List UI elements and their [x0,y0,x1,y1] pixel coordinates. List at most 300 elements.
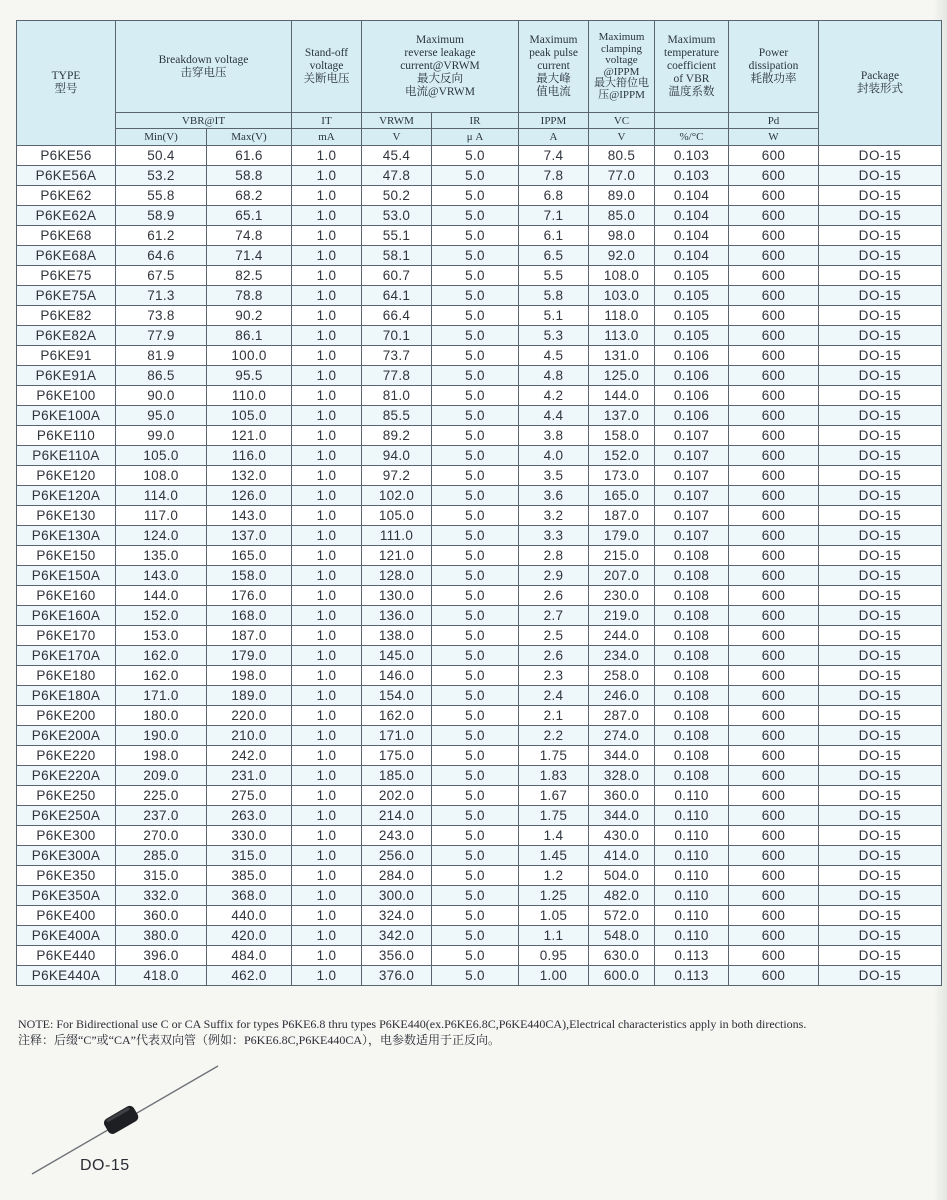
cell-it: 1.0 [292,146,362,166]
cell-type: P6KE150 [17,546,116,566]
header-temp-l3: coefficient [667,60,716,72]
cell-vbr-max: 58.8 [207,166,292,186]
table-body [17,146,942,986]
header-standoff [292,21,362,113]
table-row [17,786,942,806]
cell-it: 1.0 [292,346,362,366]
cell-vbr-max: 61.6 [207,146,292,166]
cell-it: 1.0 [292,946,362,966]
cell-type: P6KE110A [17,446,116,466]
cell-type: P6KE100A [17,406,116,426]
cell-ir: 5.0 [432,266,519,286]
cell-ippm: 1.67 [519,786,589,806]
cell-ir: 5.0 [432,526,519,546]
cell-it: 1.0 [292,686,362,706]
cell-ir: 5.0 [432,786,519,806]
cell-vbr-max: 275.0 [207,786,292,806]
cell-temp-coef: 0.108 [655,626,729,646]
table-row [17,666,942,686]
cell-vbr-min: 73.8 [116,306,207,326]
table-row [17,186,942,206]
cell-vrwm: 154.0 [362,686,432,706]
cell-type: P6KE160 [17,586,116,606]
cell-vbr-min: 180.0 [116,706,207,726]
cell-type: P6KE300 [17,826,116,846]
cell-package: DO-15 [819,626,942,646]
cell-vbr-max: 168.0 [207,606,292,626]
cell-package: DO-15 [819,426,942,446]
cell-ippm: 2.1 [519,706,589,726]
cell-it: 1.0 [292,886,362,906]
cell-pd: 600 [729,466,819,486]
cell-vbr-min: 225.0 [116,786,207,806]
cell-vrwm: 70.1 [362,326,432,346]
note [18,1016,806,1048]
cell-vrwm: 64.1 [362,286,432,306]
cell-temp-coef: 0.108 [655,666,729,686]
cell-temp-coef: 0.106 [655,386,729,406]
cell-vrwm: 171.0 [362,726,432,746]
cell-type: P6KE56 [17,146,116,166]
cell-ippm: 2.2 [519,726,589,746]
table-row [17,586,942,606]
unit-temp: %/°C [655,129,729,146]
table-row [17,846,942,866]
cell-ippm: 3.2 [519,506,589,526]
cell-vrwm: 130.0 [362,586,432,606]
cell-vbr-max: 330.0 [207,826,292,846]
spec-sheet [16,20,942,986]
cell-vbr-max: 74.8 [207,226,292,246]
cell-ir: 5.0 [432,886,519,906]
cell-vbr-max: 158.0 [207,566,292,586]
cell-type: P6KE170 [17,626,116,646]
header-package [819,21,942,146]
cell-pd: 600 [729,946,819,966]
cell-pd: 600 [729,346,819,366]
symbol-ippm: IPPM [519,113,589,129]
cell-type: P6KE120A [17,486,116,506]
cell-ippm: 5.3 [519,326,589,346]
note-chinese: 注释：后缀“C”或“CA”代表双向管（例如：P6KE6.8C,P6KE440CA），电参数适用于正反向。 [18,1033,500,1047]
cell-vrwm: 243.0 [362,826,432,846]
cell-vbr-max: 210.0 [207,726,292,746]
cell-vbr-min: 270.0 [116,826,207,846]
cell-package: DO-15 [819,486,942,506]
cell-ippm: 0.95 [519,946,589,966]
cell-ippm: 7.8 [519,166,589,186]
cell-ir: 5.0 [432,706,519,726]
cell-ippm: 2.3 [519,666,589,686]
unit-vc: V [589,129,655,146]
cell-ippm: 7.1 [519,206,589,226]
table-row [17,146,942,166]
cell-type: P6KE82A [17,326,116,346]
cell-vc: 344.0 [589,746,655,766]
cell-type: P6KE68 [17,226,116,246]
cell-vrwm: 47.8 [362,166,432,186]
cell-vc: 230.0 [589,586,655,606]
cell-type: P6KE180 [17,666,116,686]
cell-type: P6KE300A [17,846,116,866]
cell-it: 1.0 [292,966,362,986]
table-row [17,606,942,626]
cell-vrwm: 111.0 [362,526,432,546]
cell-package: DO-15 [819,866,942,886]
cell-ippm: 3.3 [519,526,589,546]
cell-vc: 328.0 [589,766,655,786]
cell-vbr-max: 198.0 [207,666,292,686]
cell-vbr-min: 315.0 [116,866,207,886]
cell-vbr-min: 64.6 [116,246,207,266]
cell-ippm: 1.00 [519,966,589,986]
cell-it: 1.0 [292,206,362,226]
cell-package: DO-15 [819,586,942,606]
cell-vbr-max: 121.0 [207,426,292,446]
header-power [729,21,819,113]
cell-vbr-min: 380.0 [116,926,207,946]
table-row [17,726,942,746]
header-temp-l2: temperature [664,47,719,59]
cell-vrwm: 77.8 [362,366,432,386]
cell-vc: 258.0 [589,666,655,686]
cell-ir: 5.0 [432,766,519,786]
header-peak-cn1: 最大峰 [536,73,571,85]
cell-package: DO-15 [819,446,942,466]
cell-pd: 600 [729,206,819,226]
cell-vbr-max: 165.0 [207,546,292,566]
cell-pd: 600 [729,186,819,206]
cell-it: 1.0 [292,406,362,426]
cell-it: 1.0 [292,706,362,726]
header-standoff-l1: Stand-off [304,47,349,59]
cell-package: DO-15 [819,246,942,266]
table-row [17,166,942,186]
cell-vrwm: 376.0 [362,966,432,986]
header-power-cn: 耗散功率 [750,73,797,85]
table-row [17,406,942,426]
cell-vbr-min: 418.0 [116,966,207,986]
cell-vbr-max: 95.5 [207,366,292,386]
cell-package: DO-15 [819,546,942,566]
cell-vc: 287.0 [589,706,655,726]
cell-package: DO-15 [819,266,942,286]
cell-vbr-min: 105.0 [116,446,207,466]
cell-package: DO-15 [819,306,942,326]
header-clamping [589,21,655,113]
cell-ir: 5.0 [432,186,519,206]
cell-package: DO-15 [819,906,942,926]
cell-ir: 5.0 [432,346,519,366]
header-breakdown-en: Breakdown voltage [158,53,249,66]
cell-ippm: 1.83 [519,766,589,786]
symbol-pd: Pd [729,113,819,129]
cell-package: DO-15 [819,386,942,406]
cell-ippm: 2.4 [519,686,589,706]
cell-ippm: 4.5 [519,346,589,366]
header-clamp-l1: Maximum [598,31,645,43]
cell-vbr-max: 86.1 [207,326,292,346]
cell-vbr-max: 220.0 [207,706,292,726]
cell-it: 1.0 [292,566,362,586]
cell-temp-coef: 0.105 [655,306,729,326]
cell-vbr-max: 368.0 [207,886,292,906]
cell-vc: 246.0 [589,686,655,706]
cell-ir: 5.0 [432,906,519,926]
cell-type: P6KE120 [17,466,116,486]
table-row [17,446,942,466]
cell-vbr-max: 82.5 [207,266,292,286]
header-breakdown [116,21,292,113]
cell-vc: 430.0 [589,826,655,846]
symbol-vbr: VBR@IT [116,113,292,129]
cell-ir: 5.0 [432,466,519,486]
cell-it: 1.0 [292,306,362,326]
cell-pd: 600 [729,646,819,666]
cell-vbr-max: 78.8 [207,286,292,306]
cell-vbr-max: 315.0 [207,846,292,866]
cell-temp-coef: 0.108 [655,766,729,786]
cell-ir: 5.0 [432,306,519,326]
cell-temp-coef: 0.113 [655,946,729,966]
cell-pd: 600 [729,286,819,306]
header-leakage-cn1: 最大反向 [417,73,463,85]
cell-vc: 548.0 [589,926,655,946]
table-row [17,486,942,506]
unit-max: Max(V) [207,129,292,146]
cell-pd: 600 [729,166,819,186]
cell-ir: 5.0 [432,726,519,746]
cell-pd: 600 [729,146,819,166]
cell-it: 1.0 [292,546,362,566]
cell-package: DO-15 [819,786,942,806]
header-leakage-l3: current@VRWM [400,60,480,72]
cell-temp-coef: 0.110 [655,806,729,826]
cell-vbr-min: 237.0 [116,806,207,826]
table-row [17,626,942,646]
unit-vrwm: V [362,129,432,146]
cell-ippm: 1.75 [519,806,589,826]
cell-ippm: 4.2 [519,386,589,406]
cell-vc: 173.0 [589,466,655,486]
cell-ir: 5.0 [432,146,519,166]
cell-vrwm: 45.4 [362,146,432,166]
cell-vc: 152.0 [589,446,655,466]
cell-pd: 600 [729,626,819,646]
cell-ir: 5.0 [432,326,519,346]
cell-vc: 103.0 [589,286,655,306]
header-temp-l4: of VBR [673,73,710,85]
cell-ippm: 2.6 [519,646,589,666]
cell-type: P6KE440A [17,966,116,986]
cell-it: 1.0 [292,226,362,246]
cell-vbr-min: 124.0 [116,526,207,546]
cell-vrwm: 145.0 [362,646,432,666]
cell-vrwm: 214.0 [362,806,432,826]
cell-vbr-max: 179.0 [207,646,292,666]
header-standoff-l2: voltage [309,60,344,72]
cell-package: DO-15 [819,666,942,686]
cell-temp-coef: 0.105 [655,266,729,286]
cell-vc: 274.0 [589,726,655,746]
cell-type: P6KE100 [17,386,116,406]
header-clamp-l4: @IPPM [603,65,640,78]
table-row [17,706,942,726]
cell-vbr-max: 71.4 [207,246,292,266]
cell-it: 1.0 [292,386,362,406]
cell-vbr-max: 242.0 [207,746,292,766]
cell-type: P6KE91A [17,366,116,386]
cell-it: 1.0 [292,806,362,826]
header-peak-l3: current [537,60,570,72]
cell-it: 1.0 [292,826,362,846]
cell-vbr-max: 462.0 [207,966,292,986]
cell-vbr-min: 114.0 [116,486,207,506]
cell-vc: 414.0 [589,846,655,866]
cell-it: 1.0 [292,286,362,306]
cell-vbr-max: 68.2 [207,186,292,206]
cell-vc: 92.0 [589,246,655,266]
cell-vc: 504.0 [589,866,655,886]
cell-it: 1.0 [292,506,362,526]
cell-package: DO-15 [819,766,942,786]
cell-temp-coef: 0.113 [655,966,729,986]
cell-package: DO-15 [819,706,942,726]
cell-ir: 5.0 [432,406,519,426]
cell-temp-coef: 0.108 [655,686,729,706]
cell-vrwm: 66.4 [362,306,432,326]
cell-temp-coef: 0.108 [655,746,729,766]
cell-it: 1.0 [292,746,362,766]
cell-vrwm: 97.2 [362,466,432,486]
cell-ir: 5.0 [432,826,519,846]
cell-ippm: 6.8 [519,186,589,206]
cell-vrwm: 73.7 [362,346,432,366]
cell-temp-coef: 0.108 [655,586,729,606]
cell-type: P6KE180A [17,686,116,706]
header-peak-pulse [519,21,589,113]
cell-vbr-max: 385.0 [207,866,292,886]
cell-ir: 5.0 [432,506,519,526]
cell-it: 1.0 [292,166,362,186]
cell-pd: 600 [729,386,819,406]
cell-temp-coef: 0.107 [655,426,729,446]
cell-vbr-max: 132.0 [207,466,292,486]
cell-ir: 5.0 [432,246,519,266]
cell-vrwm: 162.0 [362,706,432,726]
cell-vbr-max: 420.0 [207,926,292,946]
cell-temp-coef: 0.110 [655,906,729,926]
cell-vrwm: 324.0 [362,906,432,926]
cell-vc: 118.0 [589,306,655,326]
cell-pd: 600 [729,366,819,386]
cell-type: P6KE350A [17,886,116,906]
cell-pd: 600 [729,906,819,926]
cell-vrwm: 102.0 [362,486,432,506]
cell-vc: 572.0 [589,906,655,926]
cell-ir: 5.0 [432,566,519,586]
cell-vrwm: 53.0 [362,206,432,226]
header-peak-l1: Maximum [529,34,578,46]
cell-vbr-max: 143.0 [207,506,292,526]
cell-pd: 600 [729,806,819,826]
cell-package: DO-15 [819,806,942,826]
cell-pd: 600 [729,586,819,606]
cell-it: 1.0 [292,186,362,206]
table-row [17,646,942,666]
cell-type: P6KE200A [17,726,116,746]
cell-package: DO-15 [819,746,942,766]
cell-package: DO-15 [819,346,942,366]
cell-vbr-min: 58.9 [116,206,207,226]
header-clamp-cn2: 压@IPPM [598,88,645,101]
spec-table [16,20,942,986]
cell-pd: 600 [729,526,819,546]
cell-type: P6KE250 [17,786,116,806]
cell-it: 1.0 [292,726,362,746]
cell-vc: 187.0 [589,506,655,526]
cell-vbr-max: 231.0 [207,766,292,786]
table-header [17,21,942,146]
cell-temp-coef: 0.107 [655,446,729,466]
cell-vbr-max: 187.0 [207,626,292,646]
cell-ir: 5.0 [432,286,519,306]
cell-pd: 600 [729,546,819,566]
cell-ippm: 5.5 [519,266,589,286]
cell-type: P6KE250A [17,806,116,826]
cell-vbr-min: 55.8 [116,186,207,206]
cell-ippm: 1.25 [519,886,589,906]
cell-type: P6KE68A [17,246,116,266]
table-row [17,326,942,346]
cell-package: DO-15 [819,926,942,946]
cell-temp-coef: 0.110 [655,826,729,846]
cell-pd: 600 [729,866,819,886]
cell-package: DO-15 [819,966,942,986]
cell-pd: 600 [729,406,819,426]
cell-pd: 600 [729,766,819,786]
cell-pd: 600 [729,846,819,866]
cell-vc: 108.0 [589,266,655,286]
cell-package: DO-15 [819,286,942,306]
cell-vbr-min: 53.2 [116,166,207,186]
cell-package: DO-15 [819,646,942,666]
cell-type: P6KE75 [17,266,116,286]
table-row [17,246,942,266]
cell-vbr-min: 152.0 [116,606,207,626]
cell-it: 1.0 [292,326,362,346]
cell-vbr-min: 95.0 [116,406,207,426]
cell-ippm: 7.4 [519,146,589,166]
cell-it: 1.0 [292,786,362,806]
cell-pd: 600 [729,726,819,746]
cell-vbr-max: 440.0 [207,906,292,926]
cell-ippm: 5.1 [519,306,589,326]
cell-vc: 165.0 [589,486,655,506]
cell-vrwm: 81.0 [362,386,432,406]
cell-ippm: 4.4 [519,406,589,426]
header-package-en: Package [860,70,900,82]
table-row [17,286,942,306]
cell-vc: 179.0 [589,526,655,546]
cell-pd: 600 [729,826,819,846]
cell-type: P6KE150A [17,566,116,586]
cell-vbr-min: 198.0 [116,746,207,766]
cell-temp-coef: 0.104 [655,226,729,246]
cell-package: DO-15 [819,186,942,206]
cell-ippm: 3.8 [519,426,589,446]
cell-pd: 600 [729,706,819,726]
